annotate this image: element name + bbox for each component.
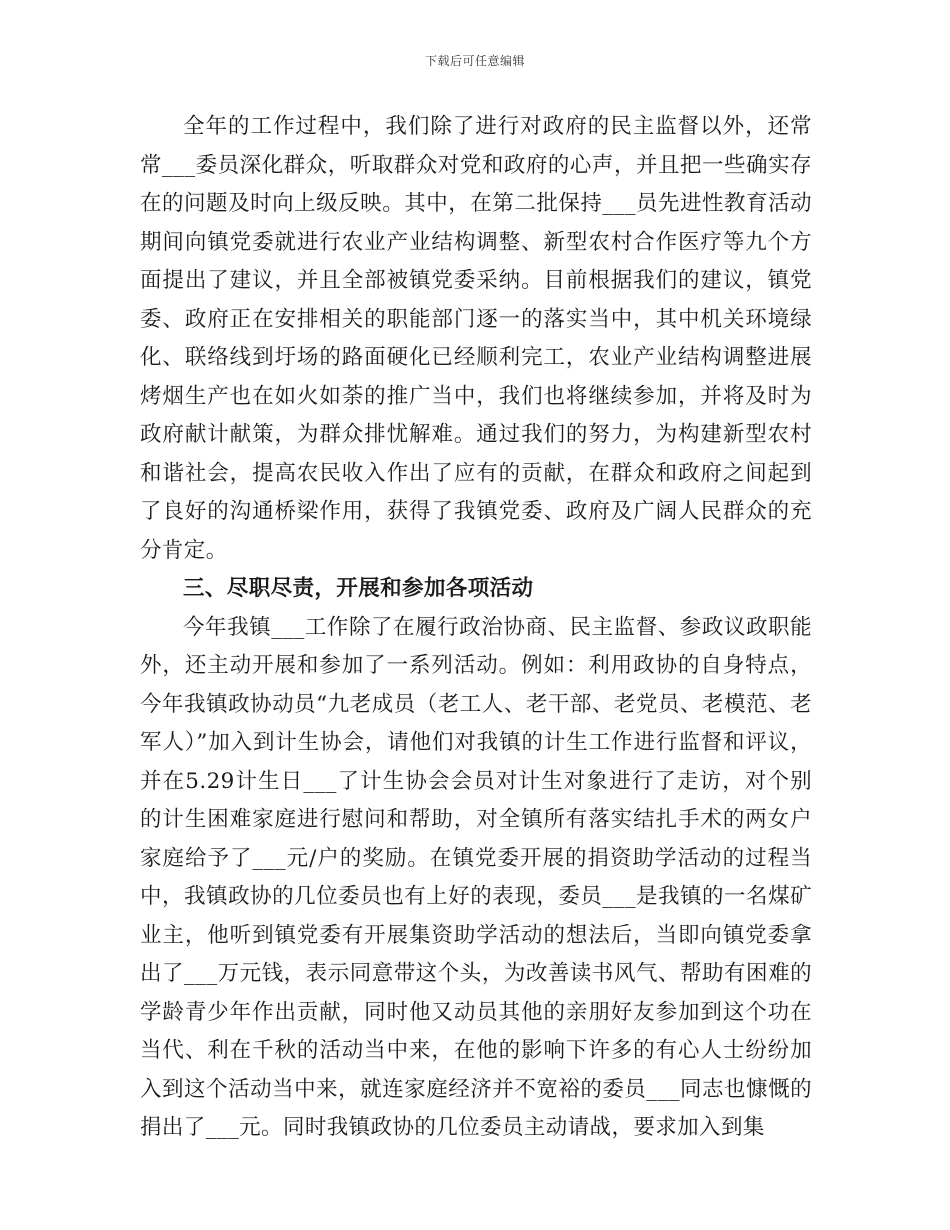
page-header: 下载后可任意编辑 <box>424 54 525 68</box>
paragraph-2: 今年我镇___工作除了在履行政治协商、民主监督、参政议政职能外，还主动开展和参加了一系列活动。例如：利用政协的自身特点，今年我镇政协动员“九老成员（老工人、老干部、老党员、老模范、老军人）”加入到计生协会，请他们对我镇的计生工作进行监督和评议，并在5.29计生日___了计生协会会员对计生对象进行了走访，对个别的计生困难家庭进行慰问和帮助，对全镇所有落实结扎手术的两女户家庭给予了___元/户的奖励。在镇党委开展的捐资助学活动的过程当中，我镇政协的几位委员也有上好的表现，委员___是我镇的一名煤矿业主，他听到镇党委有开展集资助学活动的想法后，当即向镇党委拿出了___万元钱，表示同意带这个头，为改善读书风气、帮助有困难的学龄青少年作出贡献，同时他又动员其他的亲朋好友参加到这个功在当代、利在千秋的活动当中来，在他的影响下许多的有心人士纷纷加入到这个活动当中来，就连家庭经济并不宽裕的委员___同志也慷慨的捐出了___元。同时我镇政协的几位委员主动请战，要求加入到集 <box>140 614 812 1140</box>
paragraph-1: 全年的工作过程中，我们除了进行对政府的民主监督以外，还常常___委员深化群众，听取群众对党和政府的心声，并且把一些确实存在的问题及时向上级反映。其中，在第二批保持___员先进性教育活动期间向镇党委就进行农业产业结构调整、新型农村合作医疗等九个方面提出了建议，并且全部被镇党委采纳。目前根据我们的建议，镇党委、政府正在安排相关的职能部门逐一的落实当中，其中机关环境绿化、联络线到圩场的路面硬化已经顺利完工，农业产业结构调整进展烤烟生产也在如火如荼的推广当中，我们也将继续参加，并将及时为政府献计献策，为群众排忧解难。通过我们的努力，为构建新型农村和谐社会，提高农民收入作出了应有的贡献，在群众和政府之间起到了良好的沟通桥梁作用，获得了我镇党委、政府及广阔人民群众的充分肯定。 <box>140 114 812 563</box>
section-heading: 三、尽职尽责，开展和参加各项活动 <box>183 576 534 601</box>
document-body <box>140 108 812 1148</box>
